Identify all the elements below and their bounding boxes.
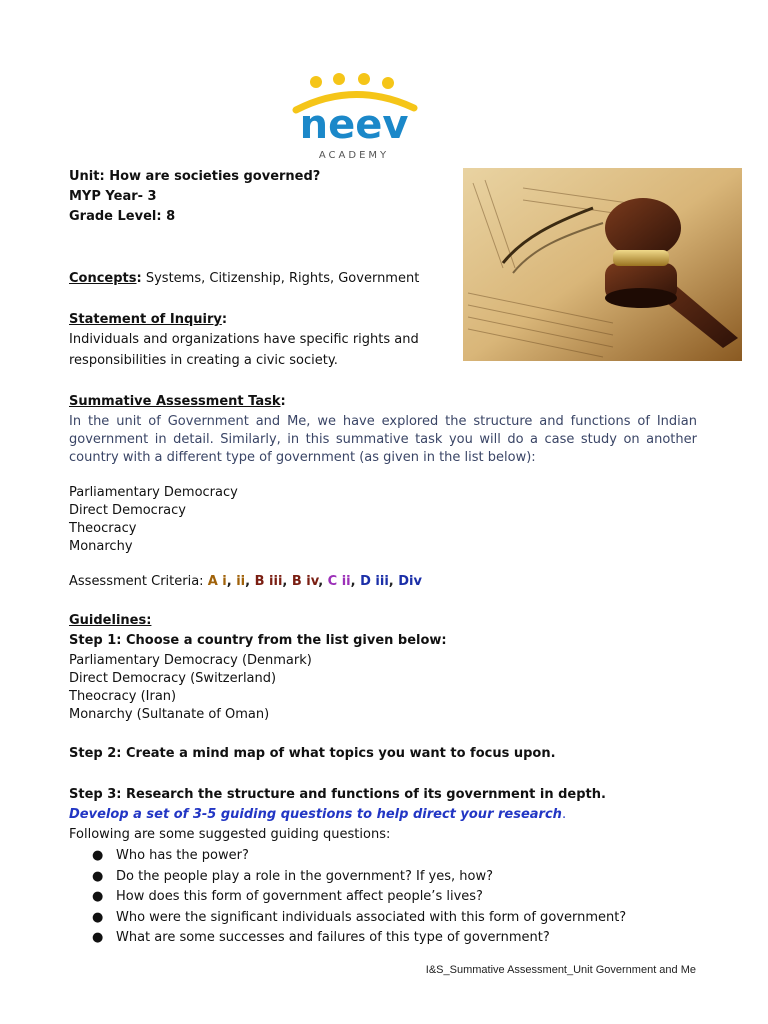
question-text: Who were the significant individuals associated with this form of government? <box>116 909 627 925</box>
criteria-item: A i <box>207 574 227 589</box>
step-1: Step 1: Choose a country from the list given below: <box>69 633 447 648</box>
question-text: Do the people play a role in the government? If yes, how? <box>116 868 493 884</box>
assessment-criteria <box>69 573 422 591</box>
bullet-icon: ● <box>92 868 104 884</box>
criteria-item: D iii <box>360 574 389 589</box>
task-heading <box>69 393 286 411</box>
neev-academy-logo <box>290 72 420 162</box>
logo-wordmark: neev <box>299 102 409 148</box>
criteria-item: B iii <box>254 574 283 589</box>
page-footer: I&S_Summative Assessment_Unit Government and Me <box>425 964 696 976</box>
logo-graphic <box>290 72 420 162</box>
list-item <box>69 928 626 949</box>
step-3: Step 3: Research the structure and functions of its government in depth. <box>69 787 606 802</box>
question-text: Who has the power? <box>116 848 249 863</box>
country-item: Monarchy (Sultanate of Oman) <box>69 707 270 722</box>
criteria-item: ii <box>236 574 246 589</box>
unit-title: Unit: How are societies governed? <box>69 169 321 184</box>
constitution-gavel-image <box>463 168 742 361</box>
inquiry-line-1: Individuals and organizations have specific rights and <box>69 332 419 347</box>
guidelines-title: Guidelines: <box>69 613 152 628</box>
bullet-icon: ● <box>92 930 104 945</box>
gov-type-item: Theocracy <box>69 521 137 536</box>
list-item <box>69 908 626 929</box>
inquiry-label: Statement of Inquiry <box>69 312 222 327</box>
develop-instruction <box>69 806 566 824</box>
criteria-item: C ii <box>327 574 351 589</box>
logo-subtitle: ACADEMY <box>318 150 390 161</box>
criteria-item: , <box>388 574 399 589</box>
bullet-icon: ● <box>92 909 104 925</box>
concepts-text: Systems, Citizenship, Rights, Government <box>141 271 420 286</box>
country-item: Theocracy (Iran) <box>69 689 177 704</box>
concepts-line <box>69 270 419 288</box>
step-2: Step 2: Create a mind map of what topics you want to focus upon. <box>69 746 556 761</box>
criteria-item: , <box>318 574 328 589</box>
gov-type-item: Monarchy <box>69 539 133 554</box>
criteria-item: , <box>226 574 237 589</box>
question-text: How does this form of government affect people’s lives? <box>116 889 483 904</box>
task-label: Summative Assessment Task <box>69 394 281 409</box>
develop-text: Develop a set of 3-5 guiding questions to help direct your research <box>69 807 562 822</box>
bullet-icon: ● <box>92 889 104 904</box>
question-text: What are some successes and failures of this type of government? <box>116 930 550 945</box>
list-item <box>69 846 626 867</box>
gov-type-item: Direct Democracy <box>69 503 186 518</box>
myp-year: MYP Year- 3 <box>69 189 157 204</box>
gov-type-item: Parliamentary Democracy <box>69 485 238 500</box>
criteria-item: Div <box>398 574 422 589</box>
criteria-item: B iv <box>291 574 319 589</box>
criteria-item: , <box>350 574 361 589</box>
inquiry-colon: : <box>221 312 228 327</box>
task-colon: : <box>280 394 286 409</box>
criteria-label: Assessment Criteria: <box>69 574 208 589</box>
concepts-label: Concepts <box>69 271 137 286</box>
country-item: Parliamentary Democracy (Denmark) <box>69 653 312 668</box>
criteria-item: , <box>282 574 292 589</box>
inquiry-heading <box>69 311 227 329</box>
suggested-intro: Following are some suggested guiding questions: <box>69 827 391 842</box>
criteria-items <box>208 574 422 589</box>
bullet-icon: ● <box>92 848 104 863</box>
task-body: In the unit of Government and Me, we have explored the structure and functions of Indian government in detail. Similarly, in this summative task you will do a case study on another country with a different type of government (as given in the list below): <box>69 414 697 465</box>
country-item: Direct Democracy (Switzerland) <box>69 671 277 686</box>
inquiry-line-2: responsibilities in creating a civic society. <box>69 353 338 368</box>
list-item <box>69 867 626 888</box>
concepts-colon: : <box>136 271 142 286</box>
develop-period: . <box>561 807 567 822</box>
grade-level: Grade Level: 8 <box>69 209 176 224</box>
guiding-questions-list <box>69 846 626 949</box>
criteria-item: , <box>245 574 255 589</box>
list-item <box>69 887 626 908</box>
